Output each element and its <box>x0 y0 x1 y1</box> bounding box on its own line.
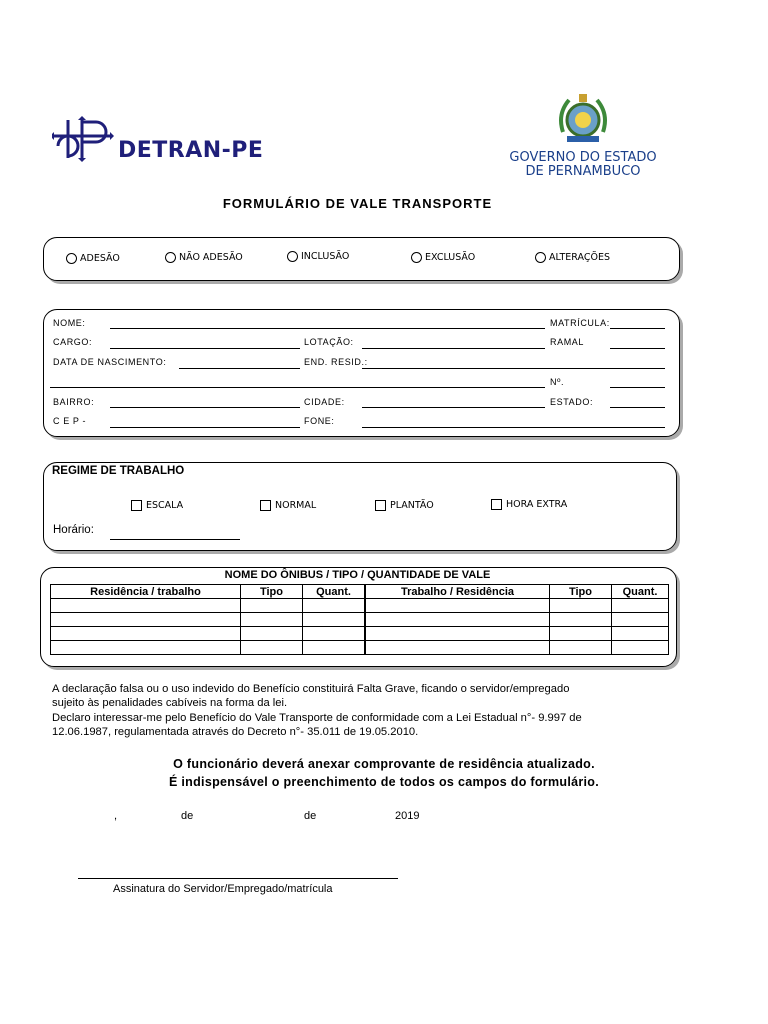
table-row <box>51 641 669 655</box>
table-row <box>51 627 669 641</box>
form-title: FORMULÁRIO DE VALE TRANSPORTE <box>222 196 493 211</box>
declaration-line-1: A declaração falsa ou o uso indevido do Benefício constituirá Falta Grave, ficando o servidor/empregado <box>52 683 570 695</box>
governo-pe-logo <box>498 90 668 182</box>
field-fone[interactable] <box>362 427 665 428</box>
option-inclusao[interactable]: INCLUSÃO <box>287 251 349 262</box>
date-comma: , <box>114 810 118 822</box>
header-quant-1: Quant. <box>303 585 366 599</box>
field-cep[interactable] <box>110 427 300 428</box>
field-numero[interactable] <box>610 387 665 388</box>
option-nao-adesao[interactable]: NÃO ADESÃO <box>165 252 243 263</box>
label-horario: Horário: <box>53 524 94 536</box>
governo-line-2: DE PERNAMBUCO <box>525 164 641 179</box>
field-cargo[interactable] <box>110 348 300 349</box>
field-ramal[interactable] <box>610 348 665 349</box>
field-lotacao[interactable] <box>362 348 545 349</box>
table-header-row <box>51 585 669 599</box>
declaration-line-4: 12.06.1987, regulamentada através do Decreto n°- 35.011 de 19.05.2010. <box>52 726 419 738</box>
option-alteracoes[interactable]: ALTERAÇÕES <box>535 252 610 263</box>
checkbox-icon[interactable] <box>260 500 271 511</box>
option-adesao[interactable]: ADESÃO <box>66 253 120 264</box>
checkbox-icon[interactable] <box>491 499 502 510</box>
label-estado: ESTADO: <box>550 397 594 407</box>
declaration-line-3: Declaro interessar-me pelo Benefício do Vale Transporte de conformidade com a Lei Estadual n°- 9.997 de <box>52 712 582 724</box>
bus-table-title: NOME DO ÔNIBUS / TIPO / QUANTIDADE DE VALE <box>224 569 491 581</box>
header-tipo-2: Tipo <box>550 585 612 599</box>
date-year: 2019 <box>395 810 420 822</box>
date-de-1: de <box>181 810 194 822</box>
radio-circle-icon[interactable] <box>66 253 77 264</box>
detran-pe-logo <box>52 116 292 164</box>
field-end-resid-cont[interactable] <box>50 387 545 388</box>
detran-emblem-icon <box>52 116 116 162</box>
regime-title: REGIME DE TRABALHO <box>52 465 185 477</box>
notice-line-1: O funcionário deverá anexar comprovante de residência atualizado. <box>173 757 595 771</box>
field-cidade[interactable] <box>362 407 545 408</box>
declaration-line-2: sujeito às penalidades cabíveis na forma da lei. <box>52 697 288 709</box>
option-exclusao[interactable]: EXCLUSÃO <box>411 252 475 263</box>
field-horario[interactable] <box>110 539 240 540</box>
label-fone: FONE: <box>304 416 335 426</box>
checkbox-icon[interactable] <box>375 500 386 511</box>
bus-table <box>50 584 669 655</box>
header-trabalho-residencia: Trabalho / Residência <box>365 585 550 599</box>
field-data-nascimento[interactable] <box>179 368 300 369</box>
checkbox-icon[interactable] <box>131 500 142 511</box>
label-ramal: RAMAL <box>550 337 585 347</box>
header-tipo-1: Tipo <box>241 585 303 599</box>
label-cidade: CIDADE: <box>304 397 345 407</box>
field-estado[interactable] <box>610 407 665 408</box>
label-cargo: CARGO: <box>53 337 93 347</box>
detran-logo-text: DETRAN-PE <box>118 138 264 163</box>
notice-line-2: É indispensável o preenchimento de todos os campos do formulário. <box>169 775 599 789</box>
option-hora-extra[interactable]: HORA EXTRA <box>491 499 567 510</box>
option-escala[interactable]: ESCALA <box>131 500 183 511</box>
label-nome: NOME: <box>53 318 86 328</box>
label-numero: Nº. <box>550 377 565 387</box>
label-bairro: BAIRRO: <box>53 397 95 407</box>
header-residencia-trabalho: Residência / trabalho <box>51 585 241 599</box>
label-data-nascimento: DATA DE NASCIMENTO: <box>53 357 167 367</box>
field-matricula[interactable] <box>610 328 665 329</box>
label-matricula: MATRÍCULA: <box>550 318 610 328</box>
label-end-resid: END. RESID.: <box>304 357 368 367</box>
table-row <box>51 599 669 613</box>
label-cep: C E P - <box>53 416 87 426</box>
header-quant-2: Quant. <box>612 585 669 599</box>
option-plantao[interactable]: PLANTÃO <box>375 500 434 511</box>
field-nome[interactable] <box>110 328 545 329</box>
signature-line[interactable] <box>78 878 398 879</box>
radio-circle-icon[interactable] <box>287 251 298 262</box>
date-de-2: de <box>304 810 317 822</box>
governo-line-1: GOVERNO DO ESTADO <box>509 150 657 165</box>
field-end-resid[interactable] <box>362 368 665 369</box>
table-row <box>51 613 669 627</box>
label-lotacao: LOTAÇÃO: <box>304 337 354 347</box>
radio-circle-icon[interactable] <box>411 252 422 263</box>
signature-label: Assinatura do Servidor/Empregado/matrícula <box>113 883 333 895</box>
radio-circle-icon[interactable] <box>165 252 176 263</box>
radio-circle-icon[interactable] <box>535 252 546 263</box>
field-bairro[interactable] <box>110 407 300 408</box>
option-normal[interactable]: NORMAL <box>260 500 316 511</box>
pernambuco-coat-of-arms-icon <box>553 90 613 148</box>
